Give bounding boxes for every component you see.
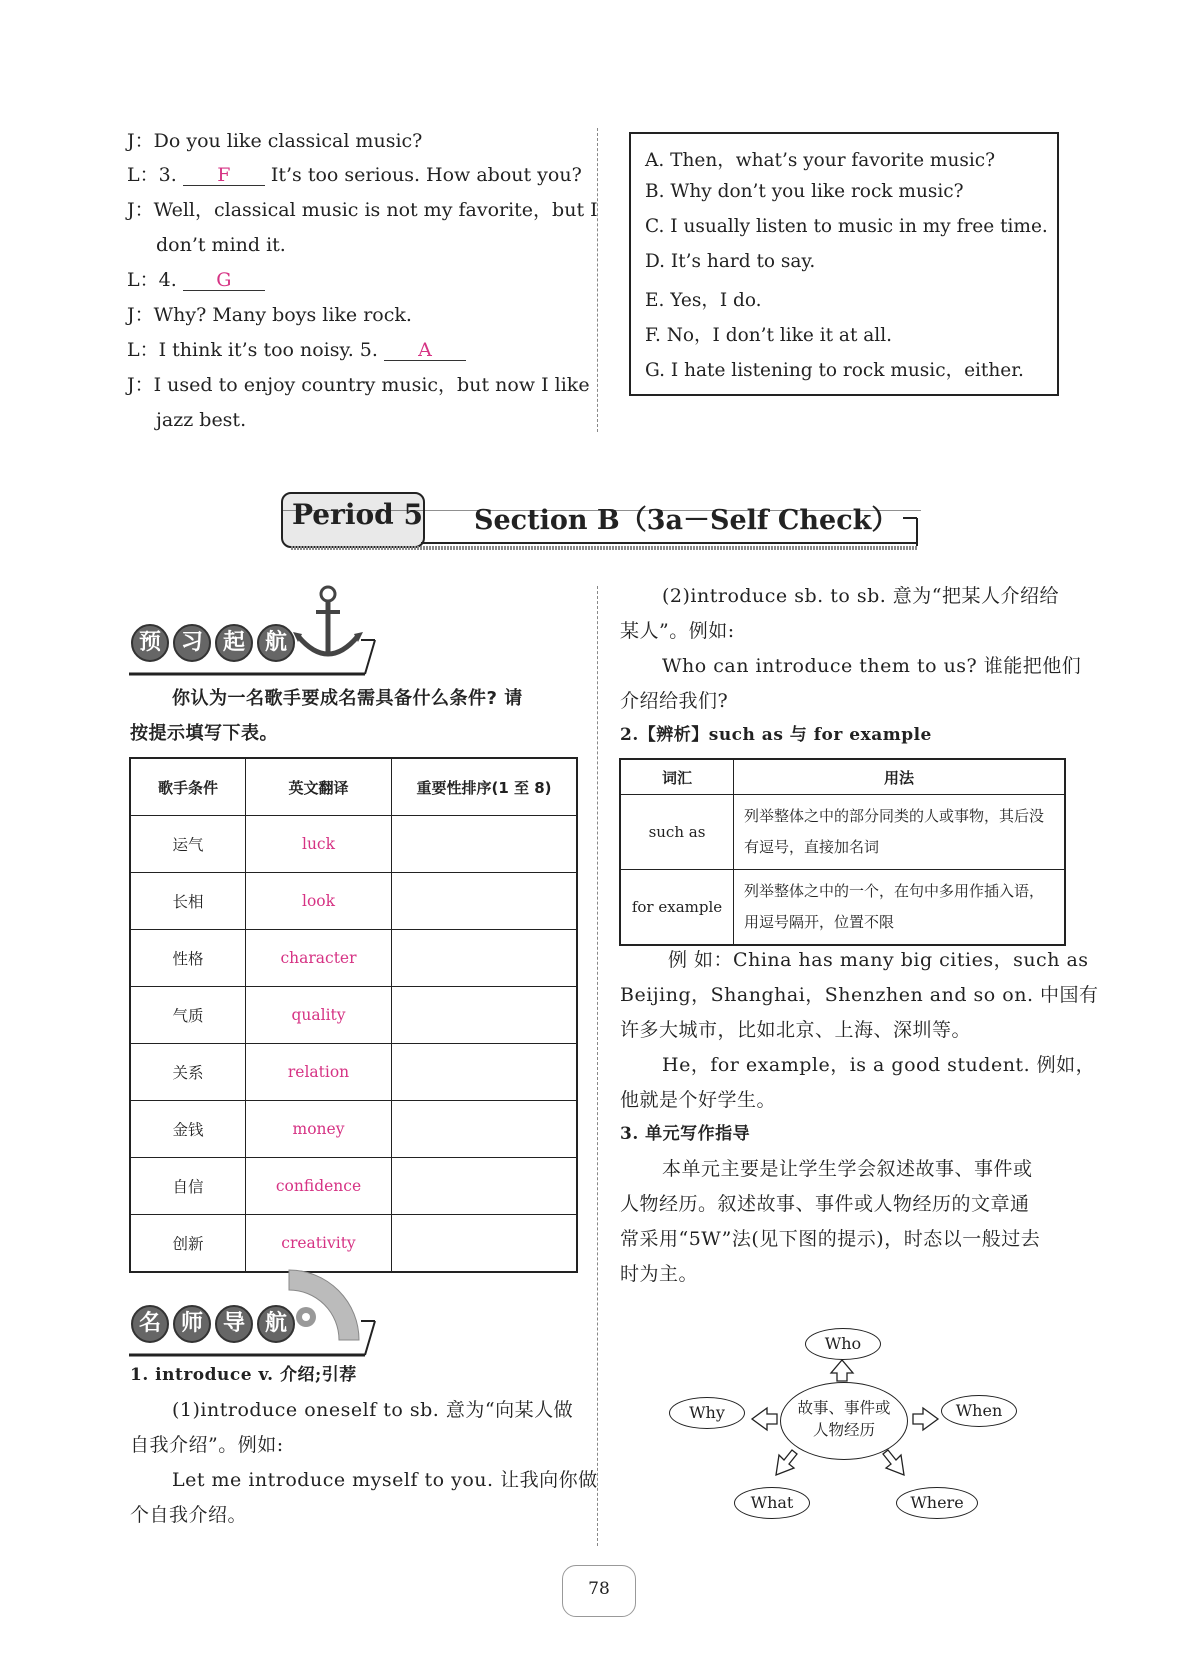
col-condition: 歌手条件 <box>130 758 246 816</box>
right-ex2-line2: Beijing，Shanghai，Shenzhen and so on. 中国有 <box>620 984 1099 1006</box>
section-title: Section B（3a－Self Check） <box>474 505 899 536</box>
right-ex-line1: Who can introduce them to us? 谁能把他们 <box>662 655 1082 677</box>
guide-underline <box>129 1315 379 1359</box>
5w-when: When <box>941 1395 1017 1427</box>
preview-underline <box>129 634 379 678</box>
preview-banner: 预 习 起 航 <box>131 624 295 662</box>
cell-rank[interactable] <box>392 816 578 873</box>
right-ex3-line1: He，for example，is a good student. 例如， <box>662 1054 1096 1076</box>
option-e: E. Yes，I do. <box>645 290 762 311</box>
guide-item1-p1-line2: 自我介绍”。例如: <box>130 1434 284 1456</box>
cell-cn: 创新 <box>130 1215 246 1273</box>
guide-item1-title: 1. introduce v. 介绍;引荐 <box>130 1365 357 1385</box>
cell-rank[interactable] <box>392 1158 578 1215</box>
option-b: B. Why don’t you like rock music? <box>645 181 964 202</box>
cell-cn: 性格 <box>130 930 246 987</box>
answer-blank-4[interactable]: G <box>183 270 265 291</box>
cell-cn: 关系 <box>130 1044 246 1101</box>
cell-en: relation <box>246 1044 392 1101</box>
guide-banner: 名 师 导 航 <box>131 1305 295 1343</box>
right-ex2-line3: 许多大城市，比如北京、上海、深圳等。 <box>620 1019 972 1041</box>
table-row <box>130 816 577 873</box>
cell-cn: 气质 <box>130 987 246 1044</box>
period-label: Period 5 <box>292 498 423 531</box>
header-underline <box>281 510 921 555</box>
cell-word: such as <box>620 795 734 870</box>
page-number-badge <box>562 1565 636 1617</box>
cell-en: money <box>246 1101 392 1158</box>
guide-item1-ex-line2: 个自我介绍。 <box>130 1504 248 1526</box>
dialogue-line-8: J：I used to enjoy country music，but now I like <box>127 374 590 396</box>
right-p3-line3: 常采用“5W”法(见下图的提示)，时态以一般过去 <box>620 1228 1041 1250</box>
5w-center: 故事、事件或人物经历 <box>780 1382 908 1460</box>
right-ex-line2: 介绍给我们? <box>620 690 729 712</box>
cell-cn: 金钱 <box>130 1101 246 1158</box>
table-row <box>130 987 577 1044</box>
cell-rank[interactable] <box>392 987 578 1044</box>
table-row <box>620 795 1065 870</box>
preview-prompt-1: 你认为一名歌手要成名需具备什么条件? 请 <box>172 688 523 709</box>
5w-where: Where <box>896 1487 978 1519</box>
page-number: 78 <box>588 1579 610 1599</box>
cell-cn: 长相 <box>130 873 246 930</box>
preview-prompt-2: 按提示填写下表。 <box>130 723 278 744</box>
right-item3-title: 3. 单元写作指导 <box>620 1124 751 1144</box>
dialogue-line-6: J：Why? Many boys like rock. <box>127 304 412 326</box>
option-c: C. I usually listen to music in my free time. <box>645 216 1048 237</box>
dialogue-line-3: J：Well，classical music is not my favorite，but I <box>127 199 598 221</box>
right-item2-title: 2.【辨析】such as 与 for example <box>620 725 932 745</box>
cell-en: quality <box>246 987 392 1044</box>
right-p3-line4: 时为主。 <box>620 1263 699 1285</box>
cell-rank[interactable] <box>392 1044 578 1101</box>
cell-rank[interactable] <box>392 1215 578 1273</box>
right-p3-line1: 本单元主要是让学生学会叙述故事、事件或 <box>662 1158 1033 1180</box>
table-row <box>130 930 577 987</box>
dialogue-line-9: jazz best. <box>156 409 247 431</box>
cell-usage: 列举整体之中的部分同类的人或事物，其后没有逗号，直接加名词 <box>734 795 1066 870</box>
cell-word: for example <box>620 870 734 946</box>
col-rank: 重要性排序(1 至 8) <box>392 758 578 816</box>
option-g: G. I hate listening to rock music，either. <box>645 360 1024 381</box>
singer-conditions-table <box>129 757 578 1273</box>
table-row <box>130 873 577 930</box>
cell-cn: 运气 <box>130 816 246 873</box>
right-ex2-line1: 例 如：China has many big cities，such as <box>668 949 1089 971</box>
options-box <box>629 132 1059 396</box>
dialogue-line-4: don’t mind it. <box>156 234 286 256</box>
option-a: A. Then，what’s your favorite music? <box>645 150 996 171</box>
dialogue-line-2: L：3. F It’s too serious. How about you? <box>127 164 582 186</box>
column-divider-bottom <box>597 586 598 1546</box>
right-ex3-line2: 他就是个好学生。 <box>620 1089 777 1111</box>
dialogue-line-5: L：4. G <box>127 268 265 292</box>
table-row <box>130 1158 577 1215</box>
cell-en: luck <box>246 816 392 873</box>
such-as-table <box>619 758 1066 946</box>
table-row <box>130 1101 577 1158</box>
col-word: 词汇 <box>620 759 734 795</box>
cell-en: look <box>246 873 392 930</box>
answer-blank-3[interactable]: F <box>183 165 265 186</box>
cell-cn: 自信 <box>130 1158 246 1215</box>
right-p2-line2: 某人”。例如: <box>620 620 735 642</box>
cell-rank[interactable] <box>392 873 578 930</box>
cell-rank[interactable] <box>392 1101 578 1158</box>
cell-rank[interactable] <box>392 930 578 987</box>
right-p2-line1: (2)introduce sb. to sb. 意为“把某人介绍给 <box>662 585 1060 607</box>
dialogue-line-7: L：I think it’s too noisy. 5. A <box>127 338 466 362</box>
cell-usage: 列举整体之中的一个，在句中多用作插入语，用逗号隔开，位置不限 <box>734 870 1066 946</box>
dialogue-line-1: J：Do you like classical music? <box>127 130 423 152</box>
answer-blank-5[interactable]: A <box>384 340 466 361</box>
col-translation: 英文翻译 <box>246 758 392 816</box>
right-p3-line2: 人物经历。叙述故事、事件或人物经历的文章通 <box>620 1193 1030 1215</box>
cell-en: character <box>246 930 392 987</box>
5w-why: Why <box>669 1397 745 1429</box>
table-row <box>620 870 1065 946</box>
5w-what: What <box>734 1487 810 1519</box>
cell-en: confidence <box>246 1158 392 1215</box>
col-usage: 用法 <box>734 759 1066 795</box>
column-divider-top <box>597 128 598 432</box>
5w-who: Who <box>805 1328 881 1360</box>
option-d: D. It’s hard to say. <box>645 251 816 272</box>
guide-item1-ex-line1: Let me introduce myself to you. 让我向你做 <box>172 1469 598 1491</box>
table-row <box>130 1044 577 1101</box>
cell-en: creativity <box>246 1215 392 1273</box>
guide-item1-p1-line1: (1)introduce oneself to sb. 意为“向某人做 <box>172 1399 574 1421</box>
option-f: F. No，I don’t like it at all. <box>645 325 893 346</box>
